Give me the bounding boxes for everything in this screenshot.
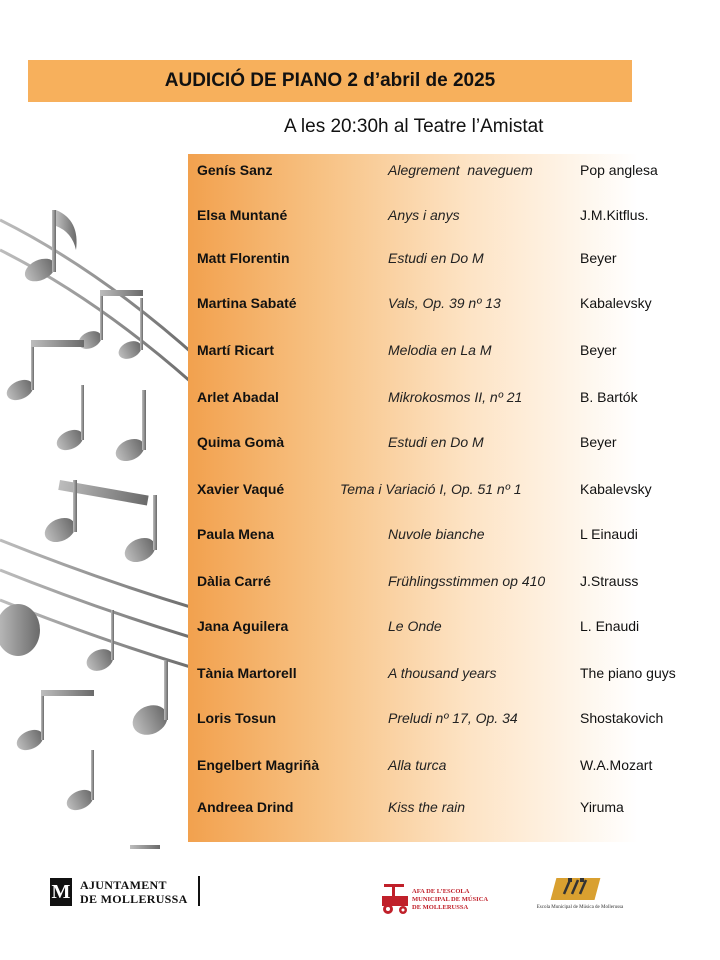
program-row xyxy=(0,663,720,683)
program-row xyxy=(0,205,720,225)
ajuntament-line2: DE MOLLERUSSA xyxy=(80,892,188,906)
piece-title: Estudi en Do M xyxy=(388,250,484,266)
piece-title: Vals, Op. 39 nº 13 xyxy=(388,295,501,311)
program-row xyxy=(0,432,720,452)
performer-name: Andreea Drind xyxy=(197,799,294,815)
page-subtitle: A les 20:30h al Teatre l’Amistat xyxy=(284,116,544,137)
composer-name: The piano guys xyxy=(580,665,676,681)
piece-title: Preludi nº 17, Op. 34 xyxy=(388,710,518,726)
program-row xyxy=(0,160,720,180)
afa-logo xyxy=(380,882,500,922)
composer-name: Beyer xyxy=(580,434,617,450)
tractor-icon xyxy=(380,882,410,916)
performer-name: Matt Florentin xyxy=(197,250,290,266)
program-row xyxy=(0,755,720,775)
composer-name: Beyer xyxy=(580,342,617,358)
composer-name: Shostakovich xyxy=(580,710,664,726)
music-school-emblem-icon xyxy=(550,872,610,902)
program-row xyxy=(0,293,720,313)
piece-title: Melodia en La M xyxy=(388,342,492,358)
piece-title: Anys i anys xyxy=(388,207,460,223)
piece-title: Alla turca xyxy=(388,757,447,773)
composer-name: W.A.Mozart xyxy=(580,757,653,773)
program-row xyxy=(0,340,720,360)
performer-name: Engelbert Magriñà xyxy=(197,757,320,773)
composer-name: L Einaudi xyxy=(580,526,638,542)
composer-name: Kabalevsky xyxy=(580,481,652,497)
composer-name: J.M.Kitflus. xyxy=(580,207,649,223)
performer-name: Paula Mena xyxy=(197,526,275,542)
piece-title: Tema i Variació I, Op. 51 nº 1 xyxy=(340,481,522,497)
composer-name: B. Bartók xyxy=(580,389,638,405)
program-row xyxy=(0,479,720,499)
piece-title: Alegrement naveguem xyxy=(388,162,533,178)
piece-title: Nuvole bianche xyxy=(388,526,485,542)
performer-name: Arlet Abadal xyxy=(197,389,279,405)
piece-title: Frühlingsstimmen op 410 xyxy=(388,573,546,589)
performer-name: Xavier Vaqué xyxy=(197,481,285,497)
composer-name: Beyer xyxy=(580,250,617,266)
performer-name: Elsa Muntané xyxy=(197,207,288,223)
performer-name: Tània Martorell xyxy=(197,665,297,681)
composer-name: Yiruma xyxy=(580,799,624,815)
program-row xyxy=(0,571,720,591)
composer-name: J.Strauss xyxy=(580,573,639,589)
composer-name: Kabalevsky xyxy=(580,295,652,311)
performer-name: Martí Ricart xyxy=(197,342,275,358)
ajuntament-name xyxy=(80,878,188,906)
performer-name: Martina Sabaté xyxy=(197,295,297,311)
escola-music-logo xyxy=(520,872,640,914)
composer-name: L. Enaudi xyxy=(580,618,640,634)
afa-name: AFA DE L’ESCOLA MUNICIPAL DE MÚSICA DE MOLLERUSSA xyxy=(412,888,489,911)
program-row xyxy=(0,524,720,544)
page-title: AUDICIÓ DE PIANO 2 d’abril de 2025 xyxy=(164,70,496,91)
performer-name: Dàlia Carré xyxy=(197,573,271,589)
performer-name: Loris Tosun xyxy=(197,710,277,726)
logo-divider xyxy=(198,876,200,906)
performer-name: Quima Gomà xyxy=(197,434,285,450)
ajuntament-line1: AJUNTAMENT xyxy=(80,878,167,892)
composer-name: Pop anglesa xyxy=(580,162,658,178)
piece-title: Mikrokosmos II, nº 21 xyxy=(388,389,523,405)
performer-name: Genís Sanz xyxy=(197,162,273,178)
ajuntament-mark: M xyxy=(50,878,72,906)
program-row xyxy=(0,708,720,728)
piece-title: Kiss the rain xyxy=(388,799,466,815)
escola-music-name: Escola Municipal de Música de Mollerussa xyxy=(536,905,624,910)
piece-title: A thousand years xyxy=(388,665,497,681)
program-row xyxy=(0,616,720,636)
piece-title: Le Onde xyxy=(388,618,442,634)
program-row xyxy=(0,248,720,268)
performer-name: Jana Aguilera xyxy=(197,618,289,634)
program-row xyxy=(0,797,720,817)
piece-title: Estudi en Do M xyxy=(388,434,484,450)
program-row xyxy=(0,387,720,407)
